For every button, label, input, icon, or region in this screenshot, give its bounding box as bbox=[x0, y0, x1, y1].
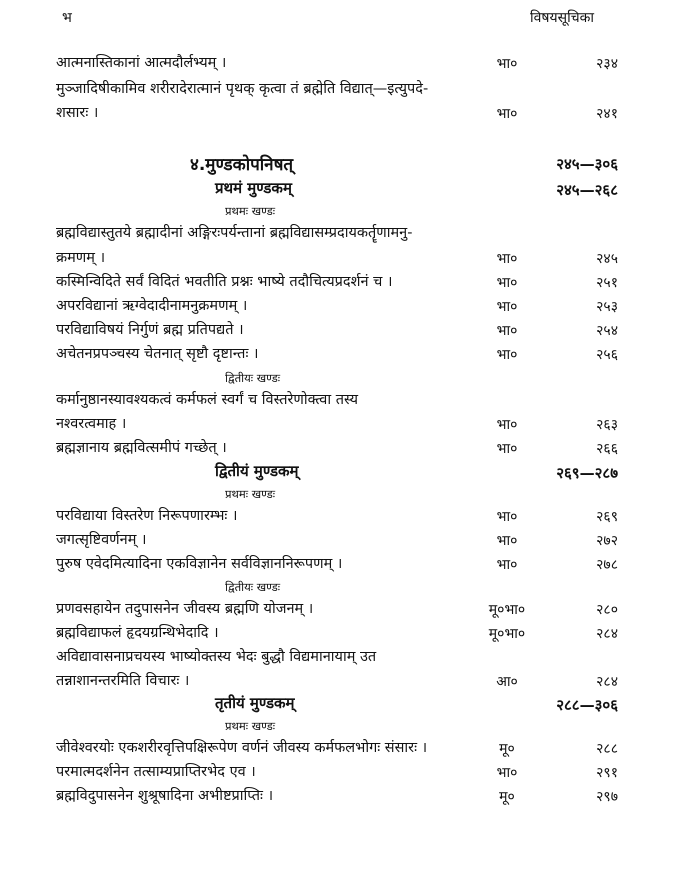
toc-entry-text: परमात्मदर्शनेन तत्साम्यप्राप्तिरभेद एव । bbox=[56, 764, 256, 780]
toc-entry-page: २४५ bbox=[596, 251, 618, 267]
toc-entry-text: जगत्सृष्टिवर्णनम् । bbox=[56, 532, 147, 548]
toc-entry-page: २८४ bbox=[596, 626, 618, 642]
toc-entry-page: २५३ bbox=[596, 299, 618, 315]
toc-entry-ref: भा० bbox=[496, 106, 518, 122]
toc-entry-text-cont: शसारः । bbox=[56, 105, 99, 121]
toc-entry-ref: भा० bbox=[496, 347, 518, 363]
toc-entry-page: २९१ bbox=[596, 765, 618, 781]
toc-entry-page: २६९ bbox=[596, 509, 618, 525]
toc-entry-page: २३४ bbox=[596, 56, 618, 72]
toc-entry-page: २८८ bbox=[596, 741, 618, 757]
upanishad-page-range: २४५—३०६ bbox=[556, 155, 618, 173]
toc-entry-text: मुञ्जादिषीकामिव शरीरादेरात्मानं पृथक् कृत्वा तं ब्रह्मेति विद्यात्—इत्युपदे- bbox=[56, 81, 429, 97]
toc-entry-ref: मू०भा० bbox=[488, 602, 526, 618]
toc-entry-page: २७८ bbox=[596, 557, 618, 573]
mundaka-page-range: २६९—२८७ bbox=[556, 464, 618, 482]
khanda-label: द्वितीयः खण्डः bbox=[225, 371, 281, 385]
toc-entry-text: ब्रह्मविदुपासनेन शुश्रूषादिना अभीष्टप्राप्तिः । bbox=[56, 788, 274, 804]
toc-entry-text-cont: क्रमणम् । bbox=[56, 250, 106, 266]
toc-entry-ref: भा० bbox=[496, 275, 518, 291]
toc-entry-text: कर्मानुष्ठानस्यावश्यकत्वं कर्मफलं स्वर्गं च विस्तरेणोक्त्वा तस्य bbox=[56, 392, 359, 408]
toc-entry-ref: मू० bbox=[499, 741, 515, 757]
toc-entry-ref: भा० bbox=[496, 441, 518, 457]
toc-entry-page: २५४ bbox=[596, 323, 618, 339]
toc-entry-ref: भा० bbox=[496, 251, 518, 267]
toc-entry-ref: भा० bbox=[496, 417, 518, 433]
toc-entry-ref: मू० bbox=[499, 789, 515, 805]
toc-entry-text: अविद्यावासनाप्रचयस्य भाष्योक्तस्य भेदः बुद्धौ विद्यमानायाम् उत bbox=[56, 649, 377, 665]
toc-entry-text: पुरुष एवेदमित्यादिना एकविज्ञानेन सर्वविज्ञाननिरूपणम् । bbox=[56, 556, 343, 572]
toc-entry-ref: भा० bbox=[496, 765, 518, 781]
toc-entry-text: आत्मनास्तिकानां आत्मदौर्लभ्यम् । bbox=[56, 55, 227, 71]
toc-entry-text: ब्रह्मविद्यास्तुतये ब्रह्मादीनां अङ्गिरःपर्यन्तानां ब्रह्मविद्यासम्प्रदायकर्तॄणामनु- bbox=[56, 225, 413, 241]
toc-entry-page: २४१ bbox=[596, 106, 618, 122]
toc-entry-page: २८० bbox=[596, 602, 618, 618]
toc-entry-ref: आ० bbox=[496, 674, 518, 690]
toc-entry-ref: भा० bbox=[496, 557, 518, 573]
toc-entry-page: २८४ bbox=[596, 674, 618, 690]
toc-entry-text: कस्मिन्विदिते सर्वं विदितं भवतीति प्रश्नः भाष्ये तदौचित्यप्रदर्शनं च । bbox=[56, 274, 393, 290]
toc-entry-page: २६६ bbox=[596, 441, 618, 457]
toc-entry-text: जीवेश्वरयोः एकशरीरवृत्तिपक्षिरूपेण वर्णनं जीवस्य कर्मफलभोगः संसारः । bbox=[56, 740, 428, 756]
toc-entry-text: परविद्याया विस्तरेण निरूपणारम्भः । bbox=[56, 508, 238, 524]
toc-entry-text: ब्रह्मविद्याफलं हृदयग्रन्थिभेदादि । bbox=[56, 625, 219, 641]
khanda-label: प्रथमः खण्डः bbox=[225, 204, 276, 218]
mundaka-title: द्वितीयं मुण्डकम् bbox=[215, 462, 299, 480]
toc-entry-text-cont: नश्वरत्वमाह । bbox=[56, 416, 127, 432]
toc-entry-page: २६३ bbox=[596, 417, 618, 433]
khanda-label: द्वितीयः खण्डः bbox=[225, 580, 281, 594]
khanda-label: प्रथमः खण्डः bbox=[225, 487, 276, 501]
toc-entry-ref: भा० bbox=[496, 323, 518, 339]
khanda-label: प्रथमः खण्डः bbox=[225, 719, 276, 733]
running-title: विषयसूचिका bbox=[530, 10, 594, 26]
mundaka-title: तृतीयं मुण्डकम् bbox=[215, 694, 295, 712]
toc-entry-ref: भा० bbox=[496, 299, 518, 315]
mundaka-title: प्रथमं मुण्डकम् bbox=[215, 179, 292, 197]
toc-entry-ref: भा० bbox=[496, 56, 518, 72]
toc-entry-page: २५६ bbox=[596, 347, 618, 363]
mundaka-page-range: २८८—३०६ bbox=[556, 696, 618, 714]
toc-entry-page: २५१ bbox=[596, 275, 618, 291]
toc-entry-page: २९७ bbox=[596, 789, 618, 805]
upanishad-title: ४.मुण्डकोपनिषत् bbox=[190, 155, 294, 175]
toc-entry-text-cont: तन्नाशानन्तरमिति विचारः । bbox=[56, 673, 190, 689]
page-letter: भ bbox=[62, 10, 72, 26]
toc-entry-text: ब्रह्मज्ञानाय ब्रह्मवित्समीपं गच्छेत् । bbox=[56, 440, 227, 456]
toc-entry-text: अपरविद्यानां ऋग्वेदादीनामनुक्रमणम् । bbox=[56, 298, 248, 314]
toc-entry-ref: मू०भा० bbox=[488, 626, 526, 642]
toc-entry-text: प्रणवसहायेन तदुपासनेन जीवस्य ब्रह्मणि योजनम् । bbox=[56, 601, 314, 617]
mundaka-page-range: २४५—२६८ bbox=[556, 181, 618, 199]
toc-entry-ref: भा० bbox=[496, 533, 518, 549]
toc-entry-ref: भा० bbox=[496, 509, 518, 525]
toc-entry-text: परविद्याविषयं निर्गुणं ब्रह्म प्रतिपद्यते । bbox=[56, 322, 244, 338]
toc-entry-text: अचेतनप्रपञ्चस्य चेतनात् सृष्टौ दृष्टान्तः । bbox=[56, 346, 259, 362]
toc-entry-page: २७२ bbox=[596, 533, 618, 549]
